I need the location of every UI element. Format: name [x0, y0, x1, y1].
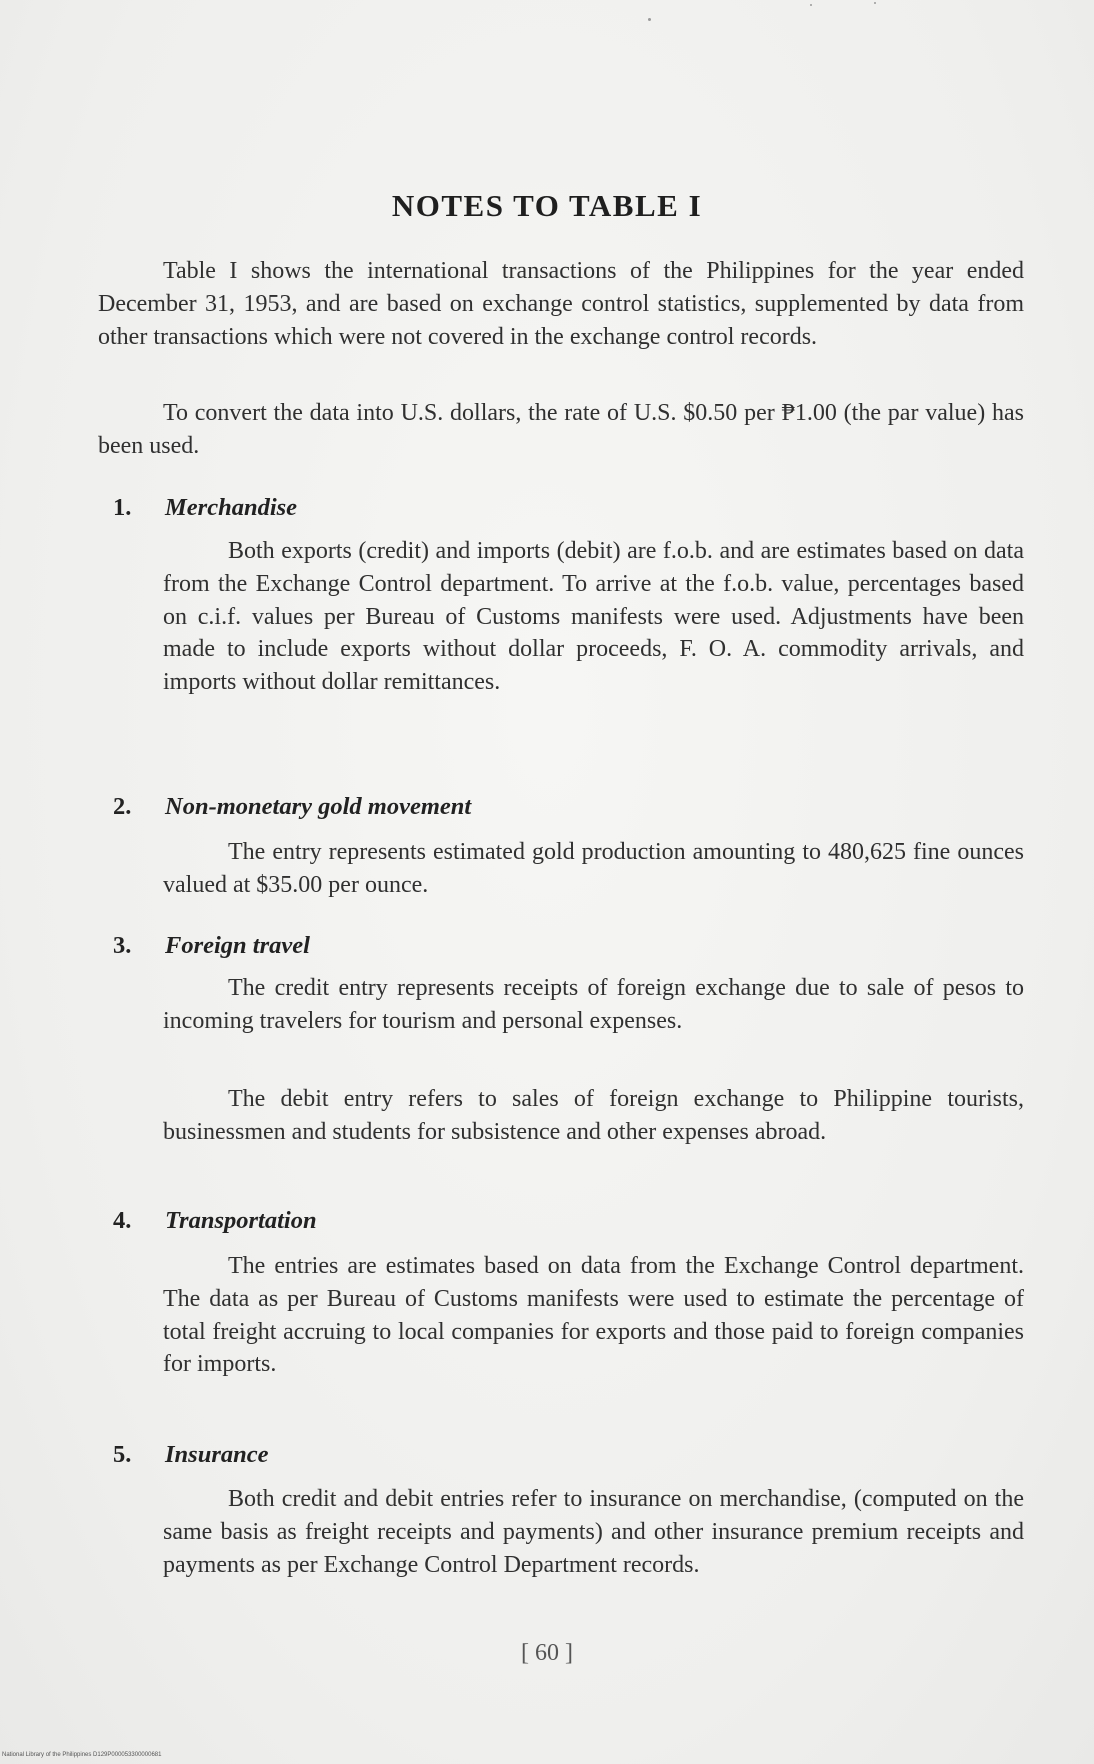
- section-number: 5.: [113, 1441, 132, 1468]
- section-title: Merchandise: [165, 494, 298, 521]
- section-paragraph-insurance: Both credit and debit entries refer to insurance on merchandise, (computed on the same basis as freight receipts and payments) and other insurance premium receipts and payments as per Exchange Control Department records.: [163, 1486, 1024, 1578]
- section-title: Foreign travel: [165, 932, 310, 959]
- section-title: Non-monetary gold movement: [165, 793, 472, 820]
- section-paragraph-merchandise: Both exports (credit) and imports (debit) are f.o.b. and are estimates based on data from the Exchange Control department. To arrive at the f.o.b. value, percentages based on c.i.f. values per Bureau of Customs manifests were used. Adjustments have been made to include exports without dollar proceeds, F. O. A. commodity arrivals, and imports without dollar remittances.: [163, 538, 1024, 696]
- section-paragraph-travel-credit: The credit entry represents receipts of foreign exchange due to sale of pesos to incoming travelers for tourism and personal expenses.: [163, 975, 1024, 1034]
- scan-speck: [810, 4, 812, 6]
- scan-speck: [874, 2, 876, 4]
- section-heading-foreign-travel: [113, 932, 310, 960]
- section-heading-insurance: [113, 1441, 268, 1469]
- section-heading-transportation: [113, 1207, 317, 1235]
- intro-paragraph-2: To convert the data into U.S. dollars, the rate of U.S. $0.50 per ₱1.00 (the par value) has been used.: [98, 400, 1024, 459]
- section-number: 3.: [113, 932, 132, 959]
- section-number: 2.: [113, 793, 132, 820]
- page-title: NOTES TO TABLE I: [391, 188, 703, 223]
- section-paragraph-transportation: The entries are estimates based on data from the Exchange Control department. The data as per Bureau of Customs manifests were used to estimate the percentage of total freight accruing to local companies for exports and those paid to foreign companies for imports.: [163, 1253, 1024, 1378]
- section-paragraph-travel-debit: The debit entry refers to sales of foreign exchange to Philippine tourists, businessmen and students for subsistence and other expenses abroad.: [163, 1086, 1024, 1145]
- section-number: 1.: [113, 494, 132, 521]
- section-heading-gold: [113, 793, 471, 821]
- page-number: [ 60 ]: [521, 1640, 573, 1666]
- intro-paragraph-1: Table I shows the international transactions of the Philippines for the year ended December 31, 1953, and are based on exchange control statistics, supplemented by data from other transactions which were not covered in the exchange control records.: [98, 258, 1024, 350]
- section-heading-merchandise: [113, 494, 297, 522]
- section-paragraph-gold: The entry represents estimated gold production amounting to 480,625 fine ounces valued at $35.00 per ounce.: [163, 839, 1024, 898]
- archive-footer-note: National Library of the Philippines D129P000053300000681: [2, 1752, 162, 1758]
- section-title: Insurance: [165, 1441, 269, 1468]
- scan-speck: [648, 18, 651, 21]
- section-number: 4.: [113, 1207, 132, 1234]
- section-title: Transportation: [165, 1207, 317, 1234]
